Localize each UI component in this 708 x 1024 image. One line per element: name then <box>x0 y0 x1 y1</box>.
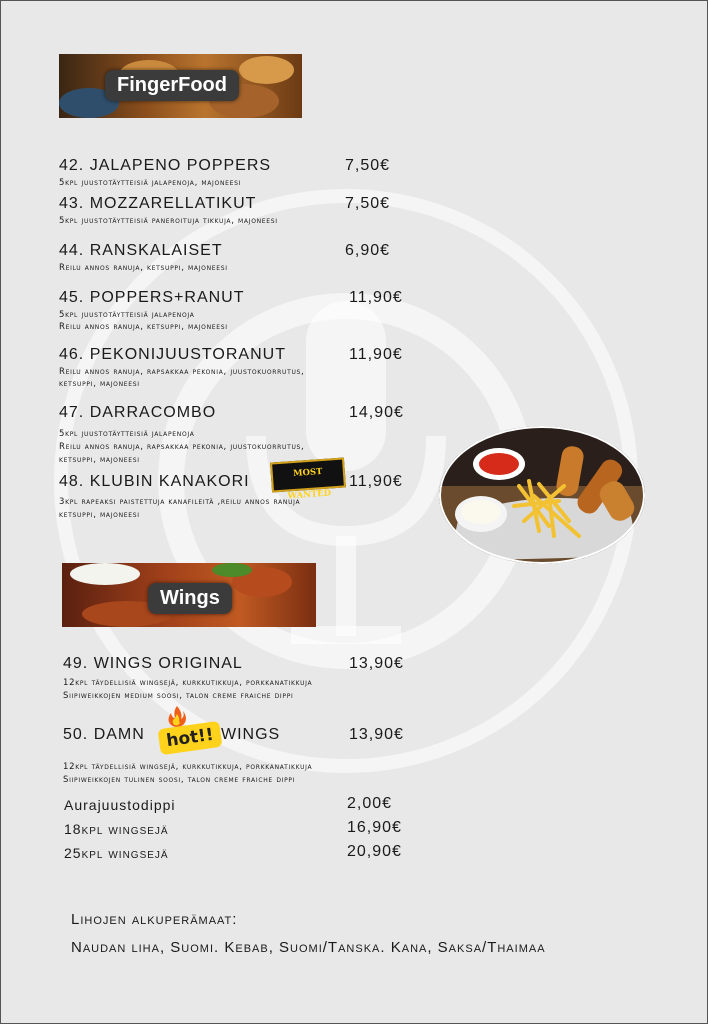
item-name: 46. PEKONIJUUSTORANUT <box>59 346 286 363</box>
fingerfood-title: FingerFood <box>105 70 239 101</box>
item-description: 12kpl täydellisiä wingsejä, kurkkutikkuja, porkkanatikkuja <box>63 678 313 688</box>
meat-origin-text: Naudan liha, Suomi. Kebab, Suomi/Tanska. Kana, Saksa/Thaimaa <box>71 939 546 956</box>
item-description: 3kpl rapeaksi paistettuja kanafileitä ,reilu annos ranuja <box>59 497 301 507</box>
item-description: ketsuppi, majoneesi <box>59 379 140 389</box>
item-name: 44. RANSKALAISET <box>59 242 223 259</box>
item-price: 13,90€ <box>349 726 404 743</box>
item-description: 5kpl juustotäytteisiä jalapenoja, majoneesi <box>59 178 242 188</box>
item-description: Reilu annos ranuja, ketsuppi, majoneesi <box>59 322 228 332</box>
fingerfood-banner <box>59 54 302 118</box>
item-description: 5kpl juustotäytteisiä jalapenoja <box>59 310 195 320</box>
item-name-part-2: WINGS <box>221 726 281 743</box>
item-name: 45. POPPERS+RANUT <box>59 289 245 306</box>
chicken-basket-photo <box>439 426 645 564</box>
item-name: 48. KLUBIN KANAKORI <box>59 473 250 490</box>
item-name: 42. JALAPENO POPPERS <box>59 157 272 174</box>
item-description: Siipiweikkojen tulinen soosi, talon creme fraiche dippi <box>63 775 296 785</box>
extra-item-name: 18kpl wingsejä <box>64 821 169 837</box>
wings-title: Wings <box>148 583 232 614</box>
item-price: 7,50€ <box>345 157 391 174</box>
extra-item-price: 20,90€ <box>347 843 402 860</box>
item-name: 49. WINGS ORIGINAL <box>63 655 243 672</box>
extra-item-name: 25kpl wingsejä <box>64 845 169 861</box>
item-description: Reilu annos ranuja, rapsakkaa pekonia, juustokuorrutus, <box>59 367 305 377</box>
wings-banner <box>62 563 316 627</box>
most-wanted-badge <box>270 457 346 502</box>
item-price: 14,90€ <box>349 404 404 421</box>
extra-item-name: Aurajuustodippi <box>64 797 176 813</box>
item-description: Reilu annos ranuja, ketsuppi, majoneesi <box>59 263 228 273</box>
item-description: 5kpl juustotäytteisiä paneroituja tikkuja, majoneesi <box>59 216 278 226</box>
item-price: 11,90€ <box>349 289 403 306</box>
item-price: 13,90€ <box>349 655 404 672</box>
item-description: Reilu annos ranuja, rapsakkaa pekonia, juustokuorrutus, <box>59 442 305 452</box>
hot-label: hot!! <box>157 721 222 755</box>
item-description: ketsuppi, majoneesi <box>59 455 140 465</box>
item-price: 6,90€ <box>345 242 391 259</box>
item-description: Siipiweikkojen medium soosi, talon creme fraiche dippi <box>63 691 294 701</box>
item-price: 7,50€ <box>345 195 391 212</box>
item-price: 11,90€ <box>349 346 403 363</box>
flame-icon <box>167 705 187 727</box>
item-name: 43. MOZZARELLATIKUT <box>59 195 257 212</box>
item-name: 47. DARRACOMBO <box>59 404 217 421</box>
most-wanted-label: MOST WANTED <box>287 466 332 502</box>
item-description: 12kpl täydellisiä wingsejä, kurkkutikkuja, porkkanatikkuja <box>63 762 313 772</box>
item-price: 11,90€ <box>349 473 403 490</box>
hot-badge <box>157 717 223 753</box>
item-description: 5kpl juustotäytteisiä jalapenoja <box>59 429 195 439</box>
extra-item-price: 16,90€ <box>347 819 402 836</box>
item-name-part-1: 50. DAMN <box>63 726 145 743</box>
extra-item-price: 2,00€ <box>347 795 393 812</box>
item-description: ketsuppi, majoneesi <box>59 510 140 520</box>
meat-origin-heading: Lihojen alkuperämaat: <box>71 911 238 928</box>
